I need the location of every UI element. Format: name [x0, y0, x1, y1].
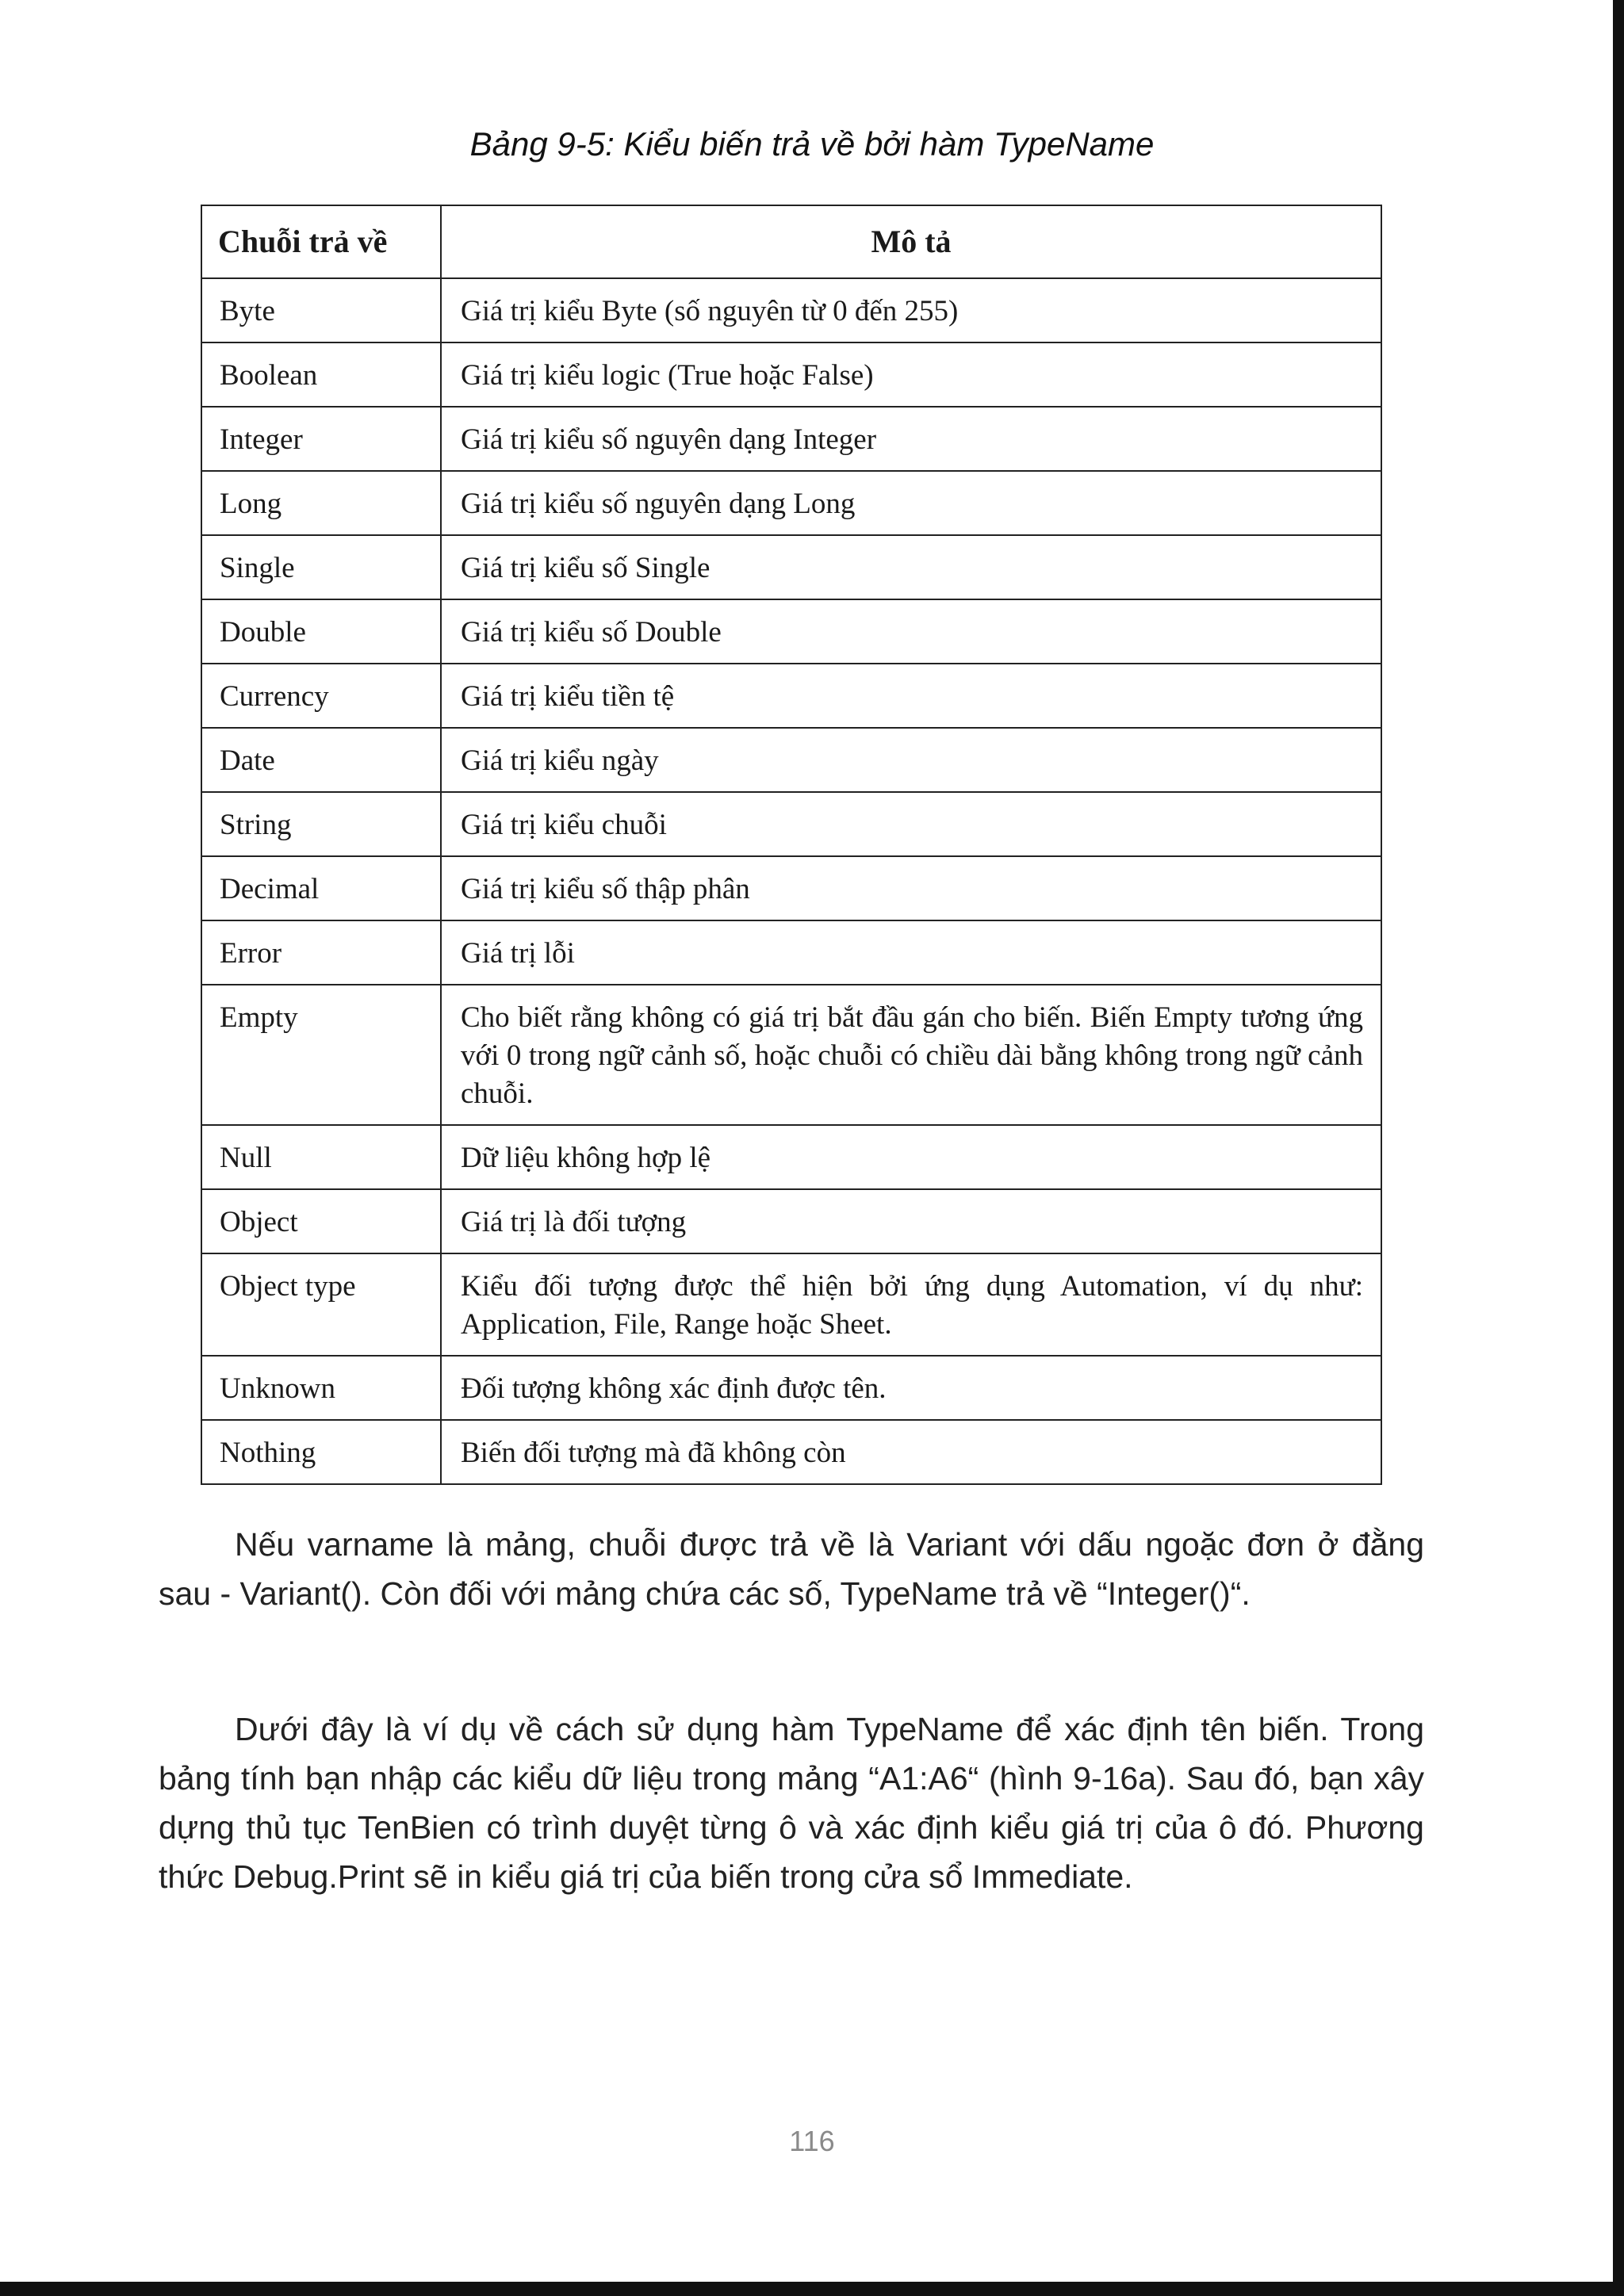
type-description-cell: Dữ liệu không hợp lệ — [441, 1125, 1381, 1189]
table-header-row — [201, 205, 1381, 278]
body-paragraph-example-intro: Dưới đây là ví dụ về cách sử dụng hàm TypeName để xác định tên biến. Trong bảng tính bạn nhập các kiểu dữ liệu trong mảng “A1:A6“ (hình 9-16a). Sau đó, bạn xây dựng thủ tục TenBien có trình duyệt từng ô và xác định kiểu giá trị của ô đó. Phương thức Debug.Print sẽ in kiểu giá trị của biến trong cửa sổ Immediate. — [159, 1711, 1424, 1895]
table-row — [201, 664, 1381, 728]
type-description-cell: Giá trị kiểu Byte (số nguyên từ 0 đến 255) — [441, 278, 1381, 342]
type-name-cell: Object — [201, 1189, 441, 1253]
type-name-cell: Nothing — [201, 1420, 441, 1484]
table-row — [201, 407, 1381, 471]
type-name-cell: Null — [201, 1125, 441, 1189]
table-row — [201, 599, 1381, 664]
type-description-cell: Giá trị kiểu chuỗi — [441, 792, 1381, 856]
type-name-cell: Error — [201, 920, 441, 985]
table-row — [201, 1356, 1381, 1420]
type-description-cell: Kiểu đối tượng được thể hiện bởi ứng dụng Automation, ví dụ như: Application, File, Range hoặc Sheet. — [441, 1253, 1381, 1356]
table-row — [201, 1125, 1381, 1189]
type-name-cell: Long — [201, 471, 441, 535]
page-edge-bottom — [0, 2282, 1624, 2296]
table-row — [201, 985, 1381, 1125]
type-name-cell: Double — [201, 599, 441, 664]
type-description-cell: Cho biết rằng không có giá trị bắt đầu gán cho biến. Biến Empty tương ứng với 0 trong ngữ cảnh số, hoặc chuỗi có chiều dài bằng không trong ngữ cảnh chuỗi. — [441, 985, 1381, 1125]
type-description-cell: Giá trị kiểu ngày — [441, 728, 1381, 792]
table-row — [201, 792, 1381, 856]
table-caption: Bảng 9-5: Kiểu biến trả về bởi hàm TypeName — [469, 125, 1155, 163]
column-header-description: Mô tả — [441, 205, 1381, 278]
table-row — [201, 535, 1381, 599]
type-name-cell: Decimal — [201, 856, 441, 920]
type-description-cell: Giá trị là đối tượng — [441, 1189, 1381, 1253]
table-row — [201, 1253, 1381, 1356]
table-row — [201, 920, 1381, 985]
type-description-cell: Giá trị kiểu số nguyên dạng Integer — [441, 407, 1381, 471]
type-description-cell: Giá trị kiểu số Single — [441, 535, 1381, 599]
table-row — [201, 728, 1381, 792]
type-description-cell: Biến đối tượng mà đã không còn — [441, 1420, 1381, 1484]
body-paragraph-array-note: Nếu varname là mảng, chuỗi được trả về là Variant với dấu ngoặc đơn ở đằng sau - Variant(). Còn đối với mảng chứa các số, TypeName trả về “Integer()“. — [159, 1526, 1424, 1612]
type-name-cell: Object type — [201, 1253, 441, 1356]
table-row — [201, 278, 1381, 342]
page-number: 116 — [789, 2125, 835, 2157]
table-row — [201, 342, 1381, 407]
table-row — [201, 471, 1381, 535]
type-name-cell: String — [201, 792, 441, 856]
page-edge-right — [1613, 0, 1624, 2296]
type-name-cell: Unknown — [201, 1356, 441, 1420]
type-name-cell: Currency — [201, 664, 441, 728]
type-name-cell: Byte — [201, 278, 441, 342]
column-header-return-string: Chuỗi trả về — [201, 205, 441, 278]
type-name-cell: Empty — [201, 985, 441, 1125]
type-name-cell: Date — [201, 728, 441, 792]
table-row — [201, 1189, 1381, 1253]
type-description-cell: Giá trị kiểu số nguyên dạng Long — [441, 471, 1381, 535]
type-description-cell: Giá trị kiểu logic (True hoặc False) — [441, 342, 1381, 407]
type-name-cell: Single — [201, 535, 441, 599]
type-name-cell: Boolean — [201, 342, 441, 407]
typename-table — [201, 205, 1382, 1485]
table-row — [201, 856, 1381, 920]
type-description-cell: Giá trị kiểu số Double — [441, 599, 1381, 664]
type-description-cell: Giá trị lỗi — [441, 920, 1381, 985]
type-name-cell: Integer — [201, 407, 441, 471]
table-row — [201, 1420, 1381, 1484]
type-description-cell: Giá trị kiểu số thập phân — [441, 856, 1381, 920]
type-description-cell: Giá trị kiểu tiền tệ — [441, 664, 1381, 728]
type-description-cell: Đối tượng không xác định được tên. — [441, 1356, 1381, 1420]
